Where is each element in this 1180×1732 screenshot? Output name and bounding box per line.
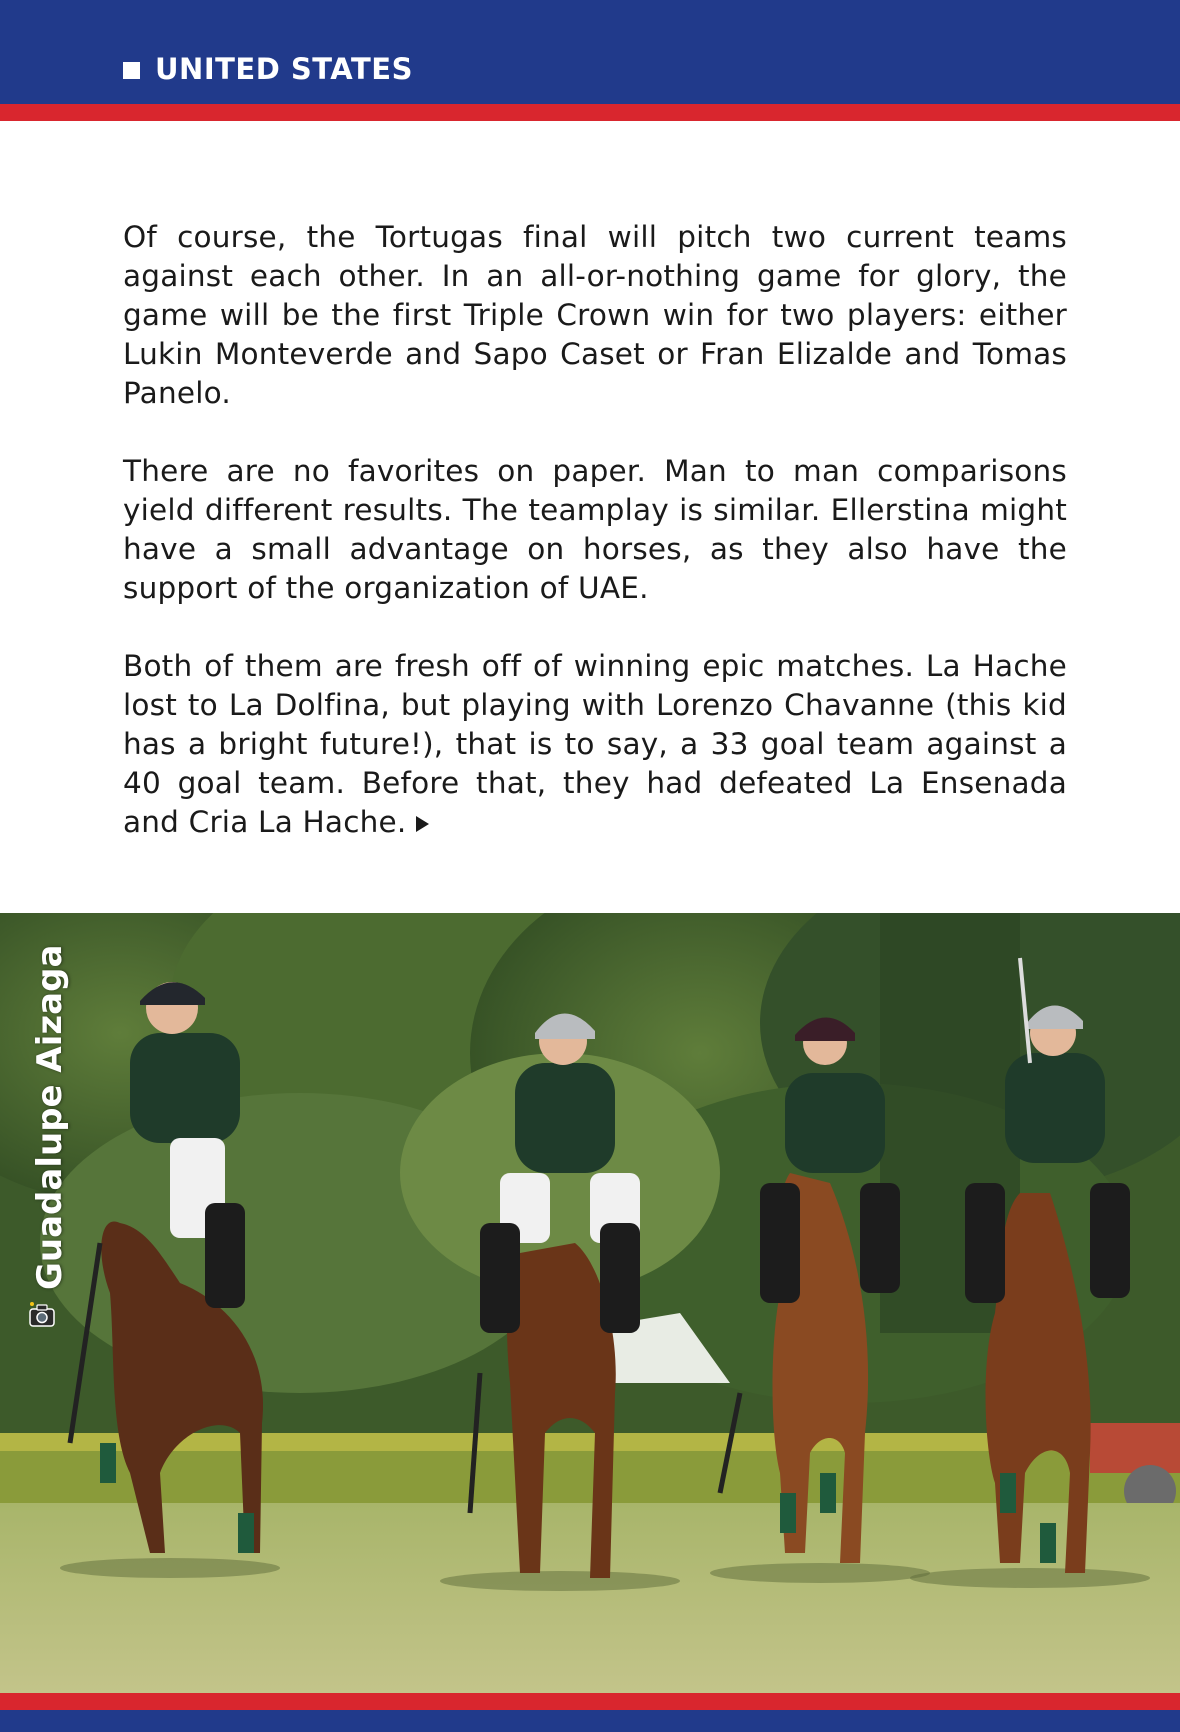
footer-accent-line (0, 1693, 1180, 1710)
photo-credit-text: Guadalupe Aizaga (30, 944, 70, 1290)
polo-photo (0, 913, 1180, 1693)
header-accent-line (0, 104, 1180, 121)
paragraph: Of course, the Tortugas final will pitch two current teams against each other. In an all-or-nothing game for glory, the game will be the first Triple Crown win for two players: either Lukin Monteverde and Sapo Caset or Fran Elizalde and Tomas Panelo. (123, 220, 1067, 410)
section-label: UNITED STATES (155, 52, 413, 86)
section-square-icon (123, 62, 140, 79)
footer-bar (0, 1710, 1180, 1732)
header-bar (0, 0, 1180, 104)
photo-credit (26, 944, 70, 1340)
play-arrow-icon (416, 816, 429, 832)
paragraph-text: Both of them are fresh off of winning epic matches. La Hache lost to La Dolfina, but playing with Lorenzo Chavanne (this kid has a bright future!), that is to say, a 33 goal team against a 40 goal team. Before that, they had defeated La Ensenada and Cria La Hache. (123, 649, 1067, 839)
paragraph: There are no favorites on paper. Man to man comparisons yield different results. The teamplay is similar. Ellerstina might have a small advantage on horses, as they also have the support of the organization of UAE. (123, 454, 1067, 605)
camera-icon (26, 1300, 58, 1332)
article-body (123, 218, 1067, 842)
paragraph (123, 647, 1067, 842)
